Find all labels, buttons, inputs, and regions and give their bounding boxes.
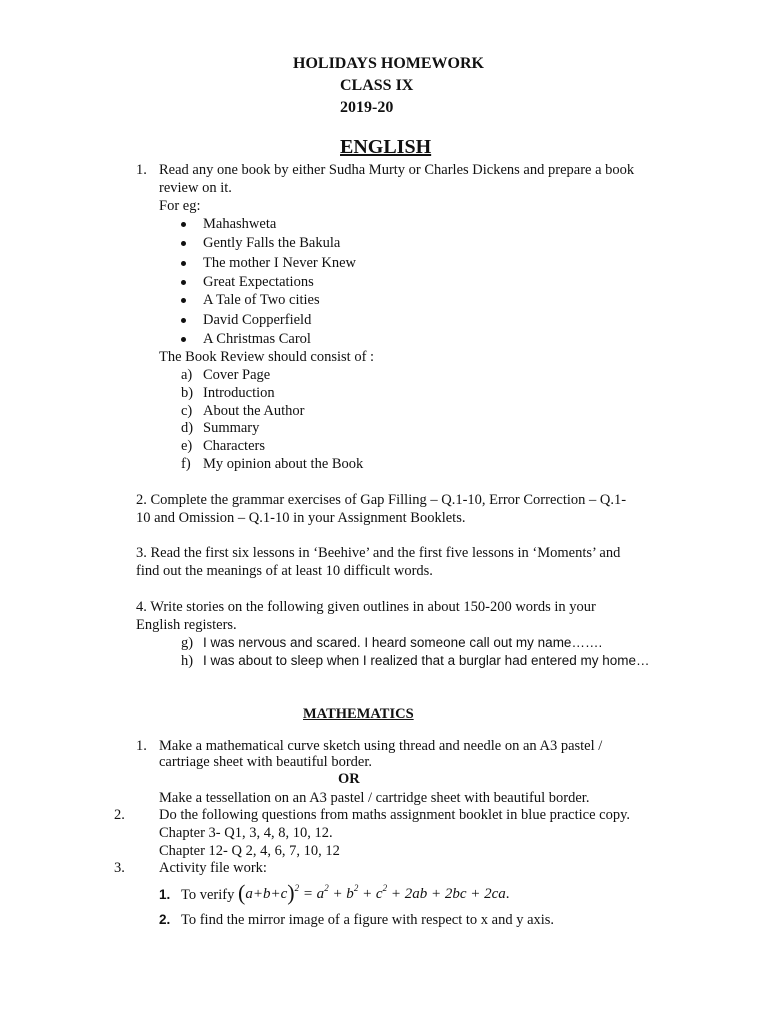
list-label: c) [181,403,193,419]
english-q1-line1: Read any one book by either Sudha Murty or Charles Dickens and prepare a book [159,162,635,178]
formula-exponent: 2 [353,883,359,893]
formula-lhs: a+b+c [245,886,288,902]
list-item: Cover Page [203,367,271,383]
math-q1-line2: cartriage sheet with beautiful border. [159,754,372,770]
or-label: OR [338,771,360,787]
english-heading: ENGLISH [340,136,432,158]
list-item: Great Expectations [203,274,314,290]
formula-exponent: 2 [382,883,388,893]
activity-item-text: To find the mirror image of a figure with respect to x and y axis. [181,912,555,928]
bullet-icon [181,280,186,285]
list-item: David Copperfield [203,312,312,328]
list-label: e) [181,438,193,454]
bullet-icon [181,337,186,342]
math-q2-line3: Chapter 12- Q 2, 4, 6, 7, 10, 12 [159,843,340,859]
list-item: Introduction [203,385,275,401]
math-q2-number: 2. [114,807,125,823]
formula-rhs-term: + 2ab + 2bc + 2ca [387,886,506,902]
activity-item-number: 1. [159,887,171,902]
activity-item-text: To verify [181,887,235,903]
list-label: a) [181,367,193,383]
formula-rhs-term: + c [358,886,383,902]
english-q2-line2: 10 and Omission – Q.1-10 in your Assignment Booklets. [136,510,466,526]
identity-formula: $(a+b+c)^2 = a^2 + b^2 + c^2 + 2ab + 2bc + 2ca$. [238,880,510,905]
bullet-icon [181,241,186,246]
bullet-icon [181,318,186,323]
list-label: g) [181,635,194,651]
english-q2-line1: 2. Complete the grammar exercises of Gap Filling – Q.1-10, Error Correction – Q.1- [136,492,627,508]
list-label: h) [181,653,194,669]
document-title: HOLIDAYS HOMEWORK [293,55,484,72]
list-label: f) [181,456,191,472]
english-q4-line1: 4. Write stories on the following given outlines in about 150-200 words in your [136,599,596,615]
math-q3-number: 3. [114,860,125,876]
formula-exponent: 2 [324,883,329,893]
math-q2-line2: Chapter 3- Q1, 3, 4, 8, 10, 12. [159,825,333,841]
bullet-icon [181,261,186,266]
class-label: CLASS IX [340,77,414,94]
year-label: 2019-20 [340,99,394,116]
math-q1-line3: Make a tessellation on an A3 pastel / cartridge sheet with beautiful border. [159,790,590,806]
activity-item-number: 2. [159,912,171,927]
formula-rhs-term: + b [328,886,354,902]
bullet-icon [181,298,186,303]
formula-lhs-exponent: 2 [294,883,300,893]
math-q3-line1: Activity file work: [159,860,267,876]
list-item: The mother I Never Knew [203,255,356,271]
list-item: A Tale of Two cities [203,292,320,308]
english-q1-number: 1. [136,162,147,178]
english-q1-line2: review on it. [159,180,232,196]
review-intro: The Book Review should consist of : [159,349,375,365]
english-q3-line1: 3. Read the first six lessons in ‘Beehive’ and the first five lessons in ‘Moments’ and [136,545,621,561]
list-item: I was about to sleep when I realized that a burglar had entered my home… [203,653,650,668]
formula-rhs-term: = a [302,886,325,902]
english-q4-line2: English registers. [136,617,237,633]
list-item: Characters [203,438,265,454]
list-item: About the Author [203,403,305,419]
list-item: Gently Falls the Bakula [203,235,341,251]
list-label: d) [181,420,194,436]
list-item: Summary [203,420,260,436]
math-q2-line1: Do the following questions from maths assignment booklet in blue practice copy. [159,807,631,823]
formula-end: . [505,886,510,902]
english-q3-line2: find out the meanings of at least 10 difficult words. [136,563,433,579]
mathematics-heading: MATHEMATICS [303,706,414,722]
list-item: A Christmas Carol [203,331,311,347]
list-item: My opinion about the Book [203,456,364,472]
list-item: Mahashweta [203,216,277,232]
for-eg-label: For eg: [159,198,201,214]
list-label: b) [181,385,194,401]
bullet-icon [181,222,186,227]
math-q1-line1: Make a mathematical curve sketch using thread and needle on an A3 pastel / [159,738,603,754]
math-q1-number: 1. [136,738,147,754]
list-item: I was nervous and scared. I heard someone call out my name……. [203,635,603,650]
